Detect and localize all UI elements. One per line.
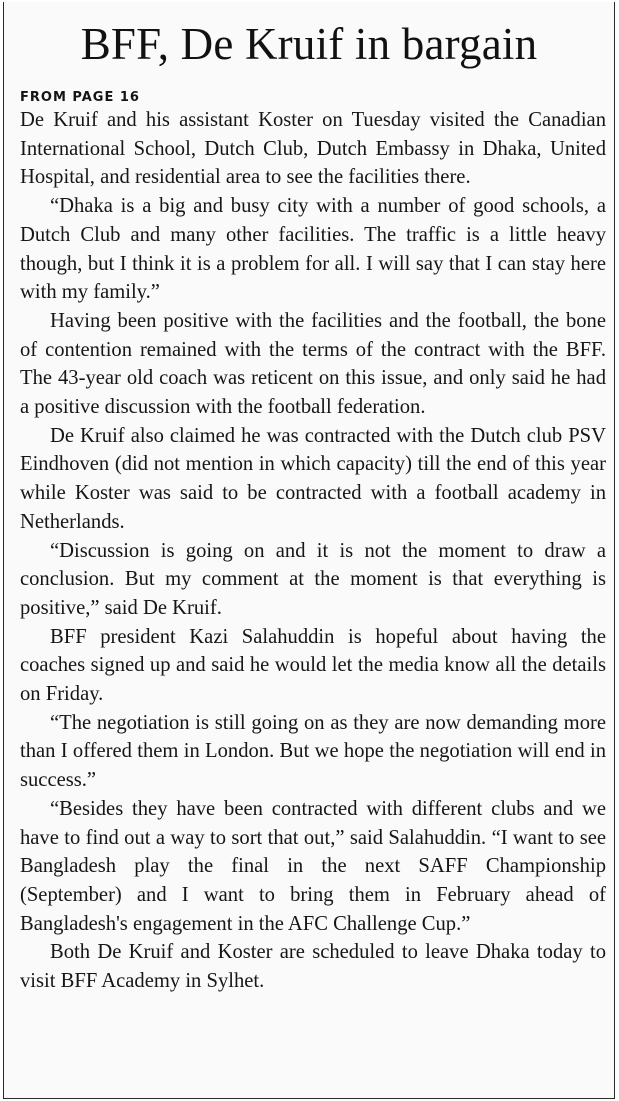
article-body xyxy=(20,106,606,996)
paragraph: “Besides they have been contracted with different clubs and we have to find out a way to sort that out,” said Salahuddin. “I want to see Bangladesh play the final in the next SAFF Championship (September) and I want to bring them in February ahead of Bangladesh's engagement in the AFC Challenge Cup.” xyxy=(20,797,606,935)
paragraph: “The negotiation is still going on as they are now demanding more than I offered them in London. But we hope the negotiation will end in success.” xyxy=(20,711,606,792)
paragraph: De Kruif and his assistant Koster on Tuesday visited the Canadian International School, Dutch Club, Dutch Embassy in Dhaka, United Hospital, and residential area to see the facilities there. xyxy=(20,109,606,189)
news-clipping xyxy=(3,2,615,1099)
paragraph: Having been positive with the facilities and the football, the bone of contention remained with the terms of the contract with the BFF. The 43-year old coach was reticent on this issue, and only said he had a positive discussion with the football federation. xyxy=(20,309,606,419)
paragraph: De Kruif also claimed he was contracted with the Dutch club PSV Eindhoven (did not mention in which capacity) till the end of this year while Koster was said to be contracted with a football academy in Netherlands. xyxy=(20,424,606,533)
jump-line: FROM PAGE 16 xyxy=(20,90,140,105)
paragraph: Both De Kruif and Koster are scheduled to leave Dhaka today to visit BFF Academy in Sylhet. xyxy=(20,941,606,993)
paragraph: BFF president Kazi Salahuddin is hopeful about having the coaches signed up and said he would let the media know all the details on Friday. xyxy=(20,625,606,706)
paragraph: “Dhaka is a big and busy city with a number of good schools, a Dutch Club and many other facilities. The traffic is a little heavy though, but I think it is a problem for all. I will say that I can stay here with my family.” xyxy=(20,195,606,304)
headline: BFF, De Kruif in bargain xyxy=(80,19,538,69)
paragraph: “Discussion is going on and it is not the moment to draw a conclusion. But my comment at the moment is that everything is positive,” said De Kruif. xyxy=(20,539,606,619)
